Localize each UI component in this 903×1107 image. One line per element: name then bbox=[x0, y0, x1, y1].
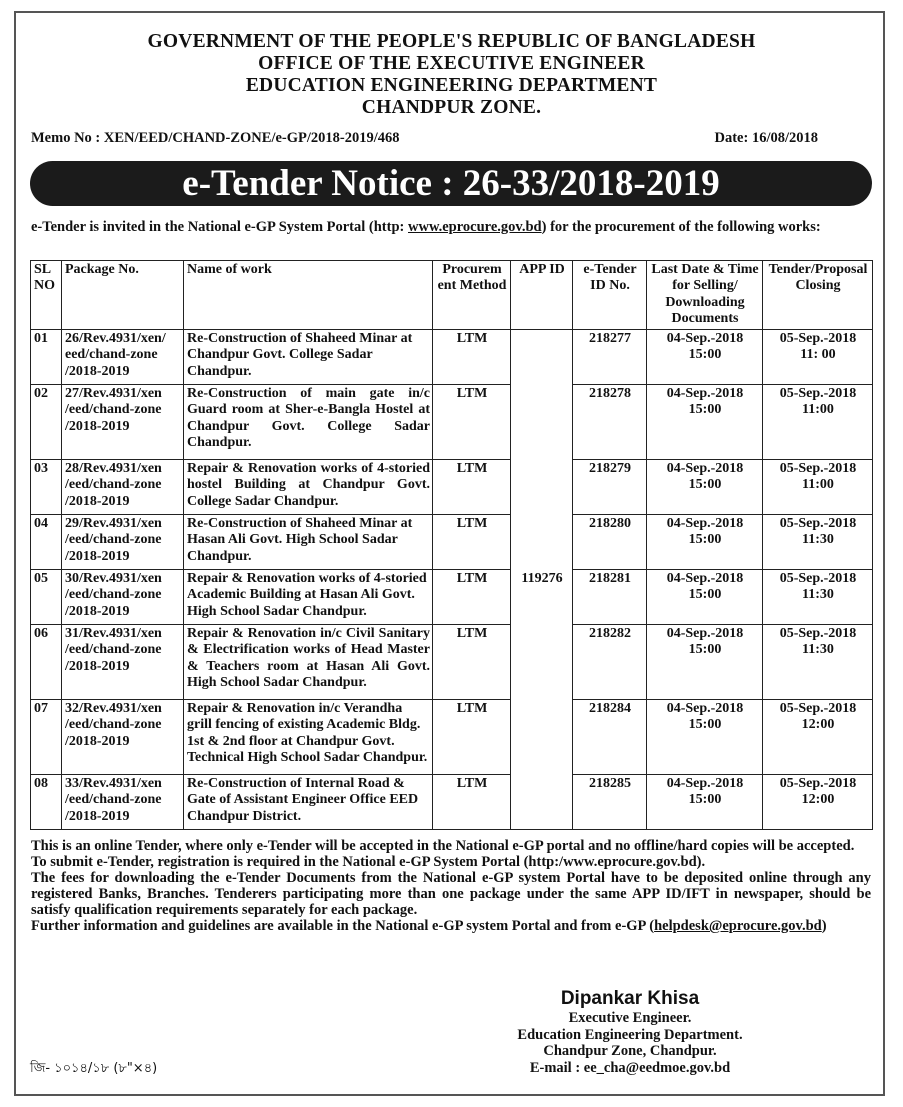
eprocure-link[interactable]: www.eprocure.gov.bd bbox=[408, 219, 542, 235]
footer-note-registration: To submit e-Tender, registration is required in the National e-GP System Portal (http:/www.eprocure.gov.bd). bbox=[31, 854, 706, 870]
closing-date-value: 05-Sep.-2018 bbox=[779, 571, 857, 587]
cell-package: 33/Rev.4931/xen /eed/chand-zone /2018-2019 bbox=[62, 775, 184, 830]
col-header-last-date: Last Date & Time for Selling/ Downloading Documents bbox=[647, 261, 763, 330]
cell-last-date bbox=[647, 330, 763, 385]
cell-last-date bbox=[647, 460, 763, 515]
signatory-department: Education Engineering Department. bbox=[517, 1026, 743, 1043]
cell-method: LTM bbox=[433, 460, 511, 515]
closing-time-value: 12:00 bbox=[801, 792, 835, 808]
signature-block bbox=[490, 988, 770, 1076]
cell-closing bbox=[763, 700, 873, 775]
cell-closing bbox=[763, 385, 873, 460]
cell-method: LTM bbox=[433, 330, 511, 385]
footer-info-text: Further information and guidelines are available in the National e-GP system Portal and from e-GP ( bbox=[31, 918, 655, 934]
cell-sl: 03 bbox=[31, 460, 62, 515]
last-time-value: 15:00 bbox=[688, 402, 722, 418]
table-row bbox=[31, 385, 873, 460]
tender-table bbox=[30, 260, 873, 830]
last-date-value: 04-Sep.-2018 bbox=[666, 701, 744, 717]
cell-package: 29/Rev.4931/xen /eed/chand-zone /2018-2019 bbox=[62, 515, 184, 570]
cell-sl: 05 bbox=[31, 570, 62, 625]
signatory-email: E-mail : ee_cha@eedmoe.gov.bd bbox=[529, 1059, 731, 1076]
signatory-zone: Chandpur Zone, Chandpur. bbox=[543, 1043, 717, 1059]
cell-method: LTM bbox=[433, 385, 511, 460]
cell-closing bbox=[763, 330, 873, 385]
last-time-value: 15:00 bbox=[688, 347, 722, 363]
closing-date-value: 05-Sep.-2018 bbox=[779, 516, 857, 532]
cell-closing bbox=[763, 570, 873, 625]
cell-sl: 04 bbox=[31, 515, 62, 570]
cell-tender-id: 218281 bbox=[573, 570, 647, 625]
memo-number: Memo No : XEN/EED/CHAND-ZONE/e-GP/2018-2019/468 bbox=[31, 130, 400, 146]
helpdesk-email-link[interactable]: helpdesk@eprocure.gov.bd bbox=[654, 918, 822, 934]
last-time-value: 15:00 bbox=[688, 792, 722, 808]
table-row bbox=[31, 515, 873, 570]
last-date-value: 04-Sep.-2018 bbox=[666, 516, 744, 532]
cell-name-of-work: Repair & Renovation in/c Civil Sanitary & Electrification works of Head Master & Teachers room at Hasan Ali Govt. High School Sadar Chandpur. bbox=[184, 625, 433, 700]
memo-date: Date: 16/08/2018 bbox=[714, 130, 818, 146]
last-date-value: 04-Sep.-2018 bbox=[666, 626, 744, 642]
cell-name-of-work: Re-Construction of Internal Road & Gate of Assistant Engineer Office EED Chandpur District. bbox=[184, 775, 433, 830]
closing-date-value: 05-Sep.-2018 bbox=[779, 386, 857, 402]
closing-time-value: 12:00 bbox=[801, 717, 835, 733]
header-zone: CHANDPUR ZONE. bbox=[361, 97, 542, 118]
footer-info-end: ) bbox=[821, 918, 827, 934]
intro-paragraph bbox=[31, 219, 871, 235]
last-time-value: 15:00 bbox=[688, 717, 722, 733]
closing-date-value: 05-Sep.-2018 bbox=[779, 626, 857, 642]
cell-sl: 06 bbox=[31, 625, 62, 700]
cell-tender-id: 218279 bbox=[573, 460, 647, 515]
closing-time-value: 11:30 bbox=[802, 532, 834, 548]
footer-note-info bbox=[31, 918, 871, 934]
table-row bbox=[31, 700, 873, 775]
cell-sl: 01 bbox=[31, 330, 62, 385]
cell-sl: 07 bbox=[31, 700, 62, 775]
table-row bbox=[31, 775, 873, 830]
col-header-closing: Tender/Proposal Closing bbox=[763, 261, 873, 330]
cell-last-date bbox=[647, 515, 763, 570]
signatory-designation: Executive Engineer. bbox=[568, 1010, 692, 1026]
last-date-value: 04-Sep.-2018 bbox=[666, 386, 744, 402]
cell-app-id: 119276 bbox=[511, 330, 573, 830]
footer-note-online: This is an online Tender, where only e-Tender will be accepted in the National e-GP portal and no offline/hard copies will be accepted. bbox=[31, 838, 855, 854]
closing-time-value: 11:30 bbox=[802, 642, 834, 658]
footer-notes bbox=[31, 838, 871, 934]
col-header-tender-id: e-Tender ID No. bbox=[573, 261, 647, 330]
last-time-value: 15:00 bbox=[688, 642, 722, 658]
cell-tender-id: 218284 bbox=[573, 700, 647, 775]
last-time-value: 15:00 bbox=[688, 587, 722, 603]
col-header-name: Name of work bbox=[184, 261, 433, 330]
intro-text-start: e-Tender is invited in the National e-GP System Portal (http: bbox=[31, 219, 408, 235]
cell-sl: 02 bbox=[31, 385, 62, 460]
cell-tender-id: 218280 bbox=[573, 515, 647, 570]
last-time-value: 15:00 bbox=[688, 532, 722, 548]
cell-closing bbox=[763, 515, 873, 570]
table-row bbox=[31, 460, 873, 515]
header-government: GOVERNMENT OF THE PEOPLE'S REPUBLIC OF BANGLADESH bbox=[147, 31, 756, 52]
notice-title-banner: e-Tender Notice : 26-33/2018-2019 bbox=[30, 161, 872, 206]
cell-package: 26/Rev.4931/xen/ eed/chand-zone /2018-2019 bbox=[62, 330, 184, 385]
col-header-app-id: APP ID bbox=[511, 261, 573, 330]
cell-last-date bbox=[647, 700, 763, 775]
col-header-method: Procurem ent Method bbox=[433, 261, 511, 330]
header-department: EDUCATION ENGINEERING DEPARTMENT bbox=[245, 75, 658, 96]
cell-last-date bbox=[647, 625, 763, 700]
table-row bbox=[31, 570, 873, 625]
cell-name-of-work: Re-Construction of Shaheed Minar at Chandpur Govt. College Sadar Chandpur. bbox=[184, 330, 433, 385]
cell-method: LTM bbox=[433, 700, 511, 775]
col-header-sl: SL NO bbox=[31, 261, 62, 330]
signatory-name: Dipankar Khisa bbox=[560, 988, 700, 1009]
cell-method: LTM bbox=[433, 625, 511, 700]
closing-time-value: 11: 00 bbox=[800, 347, 836, 363]
footer-note-fees: The fees for downloading the e-Tender Documents from the National e-GP system Portal have to be deposited online through any registered Banks, Branches. Tenderers participating more than one package under the same APP ID/IFT in newspaper, should be satisfy qualification requirements separately for each package. bbox=[31, 870, 871, 918]
cell-closing bbox=[763, 625, 873, 700]
intro-text-end: ) for the procurement of the following works: bbox=[541, 219, 821, 235]
last-date-value: 04-Sep.-2018 bbox=[666, 776, 744, 792]
cell-name-of-work: Repair & Renovation works of 4-storied hostel Building at Chandpur Govt. College Sadar Chandpur. bbox=[184, 460, 433, 515]
cell-last-date bbox=[647, 775, 763, 830]
cell-package: 27/Rev.4931/xen /eed/chand-zone /2018-2019 bbox=[62, 385, 184, 460]
cell-package: 31/Rev.4931/xen /eed/chand-zone /2018-2019 bbox=[62, 625, 184, 700]
cell-method: LTM bbox=[433, 570, 511, 625]
table-row bbox=[31, 330, 873, 385]
cell-last-date bbox=[647, 385, 763, 460]
closing-date-value: 05-Sep.-2018 bbox=[779, 461, 857, 477]
last-time-value: 15:00 bbox=[688, 477, 722, 493]
cell-last-date bbox=[647, 570, 763, 625]
cell-tender-id: 218285 bbox=[573, 775, 647, 830]
closing-date-value: 05-Sep.-2018 bbox=[779, 701, 857, 717]
cell-tender-id: 218277 bbox=[573, 330, 647, 385]
table-row bbox=[31, 625, 873, 700]
cell-package: 32/Rev.4931/xen /eed/chand-zone /2018-2019 bbox=[62, 700, 184, 775]
closing-time-value: 11:00 bbox=[802, 402, 834, 418]
cell-name-of-work: Re-Construction of main gate in/c Guard room at Sher-e-Bangla Hostel at Chandpur Govt. College Sadar Chandpur. bbox=[184, 385, 433, 460]
cell-name-of-work: Re-Construction of Shaheed Minar at Hasan Ali Govt. High School Sadar Chandpur. bbox=[184, 515, 433, 570]
header-office: OFFICE OF THE EXECUTIVE ENGINEER bbox=[258, 53, 645, 74]
cell-method: LTM bbox=[433, 775, 511, 830]
reference-code: জি- ১০১৪/১৮ (৮"×৪) bbox=[30, 1061, 158, 1076]
cell-tender-id: 218278 bbox=[573, 385, 647, 460]
cell-package: 30/Rev.4931/xen /eed/chand-zone /2018-2019 bbox=[62, 570, 184, 625]
last-date-value: 04-Sep.-2018 bbox=[666, 461, 744, 477]
closing-time-value: 11:00 bbox=[802, 477, 834, 493]
cell-tender-id: 218282 bbox=[573, 625, 647, 700]
cell-name-of-work: Repair & Renovation in/c Verandha grill fencing of existing Academic Bldg. 1st & 2nd floor at Chandpur Govt. Technical High School Sadar Chandpur. bbox=[184, 700, 433, 775]
cell-package: 28/Rev.4931/xen /eed/chand-zone /2018-2019 bbox=[62, 460, 184, 515]
last-date-value: 04-Sep.-2018 bbox=[666, 331, 744, 347]
cell-name-of-work: Repair & Renovation works of 4-storied Academic Building at Hasan Ali Govt. High School Sadar Chandpur. bbox=[184, 570, 433, 625]
cell-closing bbox=[763, 460, 873, 515]
col-header-package: Package No. bbox=[62, 261, 184, 330]
cell-closing bbox=[763, 775, 873, 830]
closing-date-value: 05-Sep.-2018 bbox=[779, 331, 857, 347]
cell-method: LTM bbox=[433, 515, 511, 570]
last-date-value: 04-Sep.-2018 bbox=[666, 571, 744, 587]
cell-sl: 08 bbox=[31, 775, 62, 830]
table-header-row bbox=[31, 261, 873, 330]
closing-date-value: 05-Sep.-2018 bbox=[779, 776, 857, 792]
closing-time-value: 11:30 bbox=[802, 587, 834, 603]
